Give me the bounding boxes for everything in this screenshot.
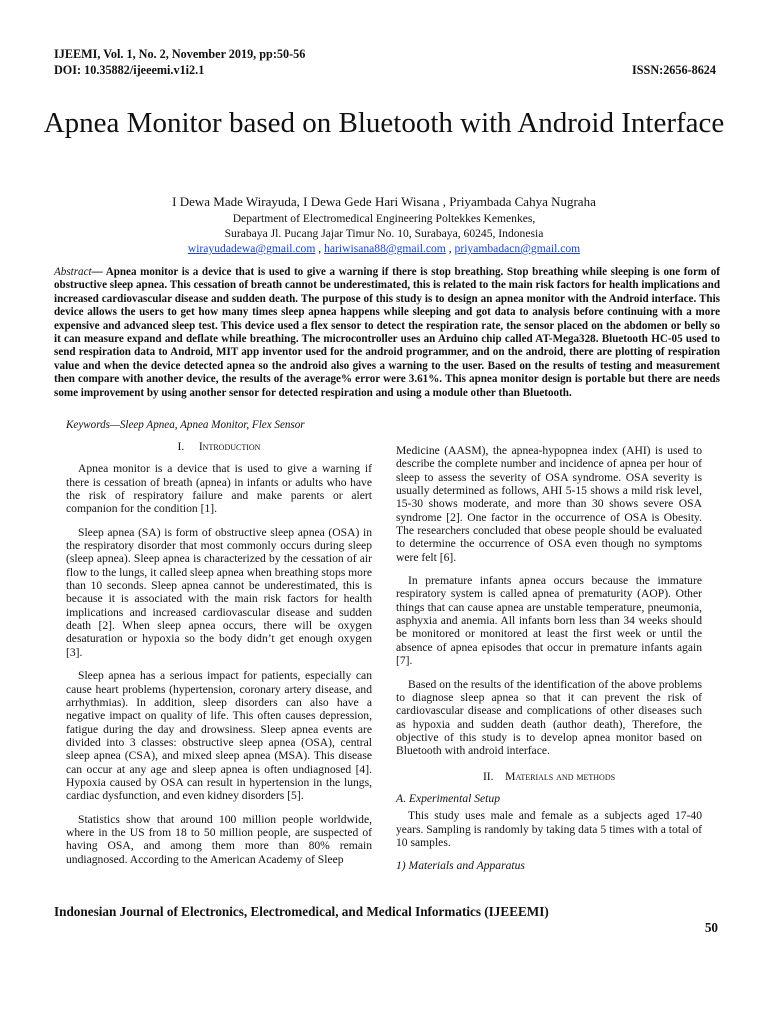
abstract-text: Apnea monitor is a device that is used to give a warning if there is stop breathing. Stop breathing while sleeping is one form of obstructive sleep apnea. This cessation of breath cannot be underestimated, this is related to the main risk factors for health implications and increased cardiovascular disease and sudden death. The purpose of this study is to design an apnea monitor with the Android interface. This device allows the users to get how many times sleep apnea happens while sleeping and got data to analysis before continuing with a more expensive and advanced sleep test. This device used a flex sensor to detect the respiration rate, the sensor placed on the abdomen or belly so it can measure expand and deflate while breathing. The microcontroller uses an Arduino chip called AT-Mega328. Bluetooth HC-05 used to send respiration data to Android, MIT app inventor used for the android programmer, and on the android, there are plotting of respiration value and when the device detected apnea so the android also gives a warning to the user. Based on the results of testing and measurement then compare with another device, the results of the average% error were 3.61%. This apnea monitor design is portable but there are needs some improvement by using another sensor for detected respiration and using a module other than Bluetooth. [54,266,720,399]
page-number: 50 [704,920,718,935]
paragraph: Apnea monitor is a device that is used to give a warning if there is cessation of breath (apnea) in infants or adults who have the risk of respiratory failure and make parents or alert companion for the condition [1]. [66,462,372,516]
subsubsection-heading: 1) Materials and Apparatus [396,859,525,873]
abstract-dash: — [91,266,106,278]
paragraph: This study uses male and female as a subjects aged 17-40 years. Sampling is randomly by taking data 5 times with a total of 10 samples. [396,809,702,849]
journal-citation: IJEEMI, Vol. 1, No. 2, November 2019, pp:50-56 [54,47,306,61]
author-list: I Dewa Made Wirayuda, I Dewa Gede Hari Wisana , Priyambada Cahya Nugraha [172,194,596,209]
email-link-2[interactable]: hariwisana88@gmail.com [324,242,446,255]
paragraph: Statistics show that around 100 million people worldwide, where in the US from 18 to 50 million people, are suspected of having OSA, and among them more than 80% remain undiagnosed. According to the American Academy of Sleep [66,812,372,866]
keywords-text: —Sleep Apnea, Apnea Monitor, Flex Sensor [109,419,305,431]
section-heading-introduction [66,440,372,453]
affiliation-address: Surabaya Jl. Pucang Jajar Timur No. 10, Surabaya, 60245, Indonesia [224,227,544,240]
email-line [40,241,728,256]
affiliation-dept: Department of Electromedical Engineering Poltekkes Kemenkes, [232,212,536,225]
doi-text: DOI: 10.35882/ijeeemi.v1i2.1 [54,63,205,77]
section-number: I. [177,440,185,453]
email-link-1[interactable]: wirayudadewa@gmail.com [187,242,316,255]
section-number: II. [482,769,494,783]
paragraph: Based on the results of the identification of the above problems to diagnose sleep apnea so that it can prevent the risk of cardiovascular disease and complications of other diseases such as hypoxia and sudden death (author death), Therefore, the objective of this study is to develop apnea monitor based on Bluetooth with android interface. [396,677,702,758]
section-title: Introduction [198,440,261,453]
footer-journal-name: Indonesian Journal of Electronics, Electromedical, and Medical Informatics (IJEEEMI) [54,904,549,919]
keywords [66,418,305,432]
paper-title: Apnea Monitor based on Bluetooth with Android Interface [43,107,725,139]
right-column [396,444,702,873]
left-column [66,440,372,876]
email-separator: , [315,242,325,255]
abstract-label: Abstract [54,266,92,278]
paragraph: Sleep apnea has a serious impact for patients, especially can cause heart problems (hypertension, coronary artery disease, and arrhythmias). In addition, sleep disorders can also have a negative impact on quality of life. This often causes depression, fatigue during the day and drowsiness. Sleep apnea events are divided into 3 classes: obstructive sleep apnea (OSA), central sleep apnea (CSA), and mixed sleep apnea (MSA). This disease can occur at any age and sleep apnea is often undiagnosed [4]. Hypoxia caused by OSA can result in hypertension in the lungs, cardiac dysfunction, and even kidney disorders [5]. [66,669,372,803]
section-title: Materials and methods [505,769,616,783]
paragraph: Sleep apnea (SA) is form of obstructive sleep apnea (OSA) in the respiratory disorder that most commonly occurs during sleep (sleep apnea). Sleep apnea is characterized by the cessation of air flow to the lungs, it called sleep apnea when breathing stops more than 10 seconds. Sleep apnea cannot be underestimated, this is because it is associated with the main risk factors for health implications and increased cardiovascular disease and sudden death [2]. When sleep apnea occurs, there will be oxygen desaturation or hypoxia so the body didn’t get enough oxygen [3]. [66,525,372,659]
running-header [54,46,716,78]
email-link-3[interactable]: priyambadacn@gmail.com [454,242,581,255]
paragraph: In premature infants apnea occurs because the immature respiratory system is called apnea of prematurity (AOP). Other things that can cause apnea are unstable temperature, pneumonia, asphyxia and anemia. All infants born less than 34 weeks should be monitored or monitored at least the first week or until the absence of apnea episodes that occur in premature infants again [7]. [396,574,702,668]
abstract [54,266,720,400]
issn-text: ISSN:2656-8624 [632,63,716,77]
section-heading-methods [396,770,702,783]
affiliation [40,211,728,256]
keywords-label: Keywords [66,419,110,431]
email-separator: , [445,242,455,255]
paragraph: Medicine (AASM), the apnea-hypopnea index (AHI) is used to describe the complete number and incidence of apnea per hour of sleep to assess the severity of OSA syndrome. OSA severity is usually determined as follows, AHI 5-15 shows a mild risk level, 15-30 shows moderate, and more than 30 shows severe OSA syndrome [2]. One factor in the occurrence of OSA is Obesity. The researchers concluded that obese people should be evaluated to determine the occurrence of OSA even though no symptoms were felt [6]. [396,444,702,564]
subsection-heading: A. Experimental Setup [396,791,500,805]
